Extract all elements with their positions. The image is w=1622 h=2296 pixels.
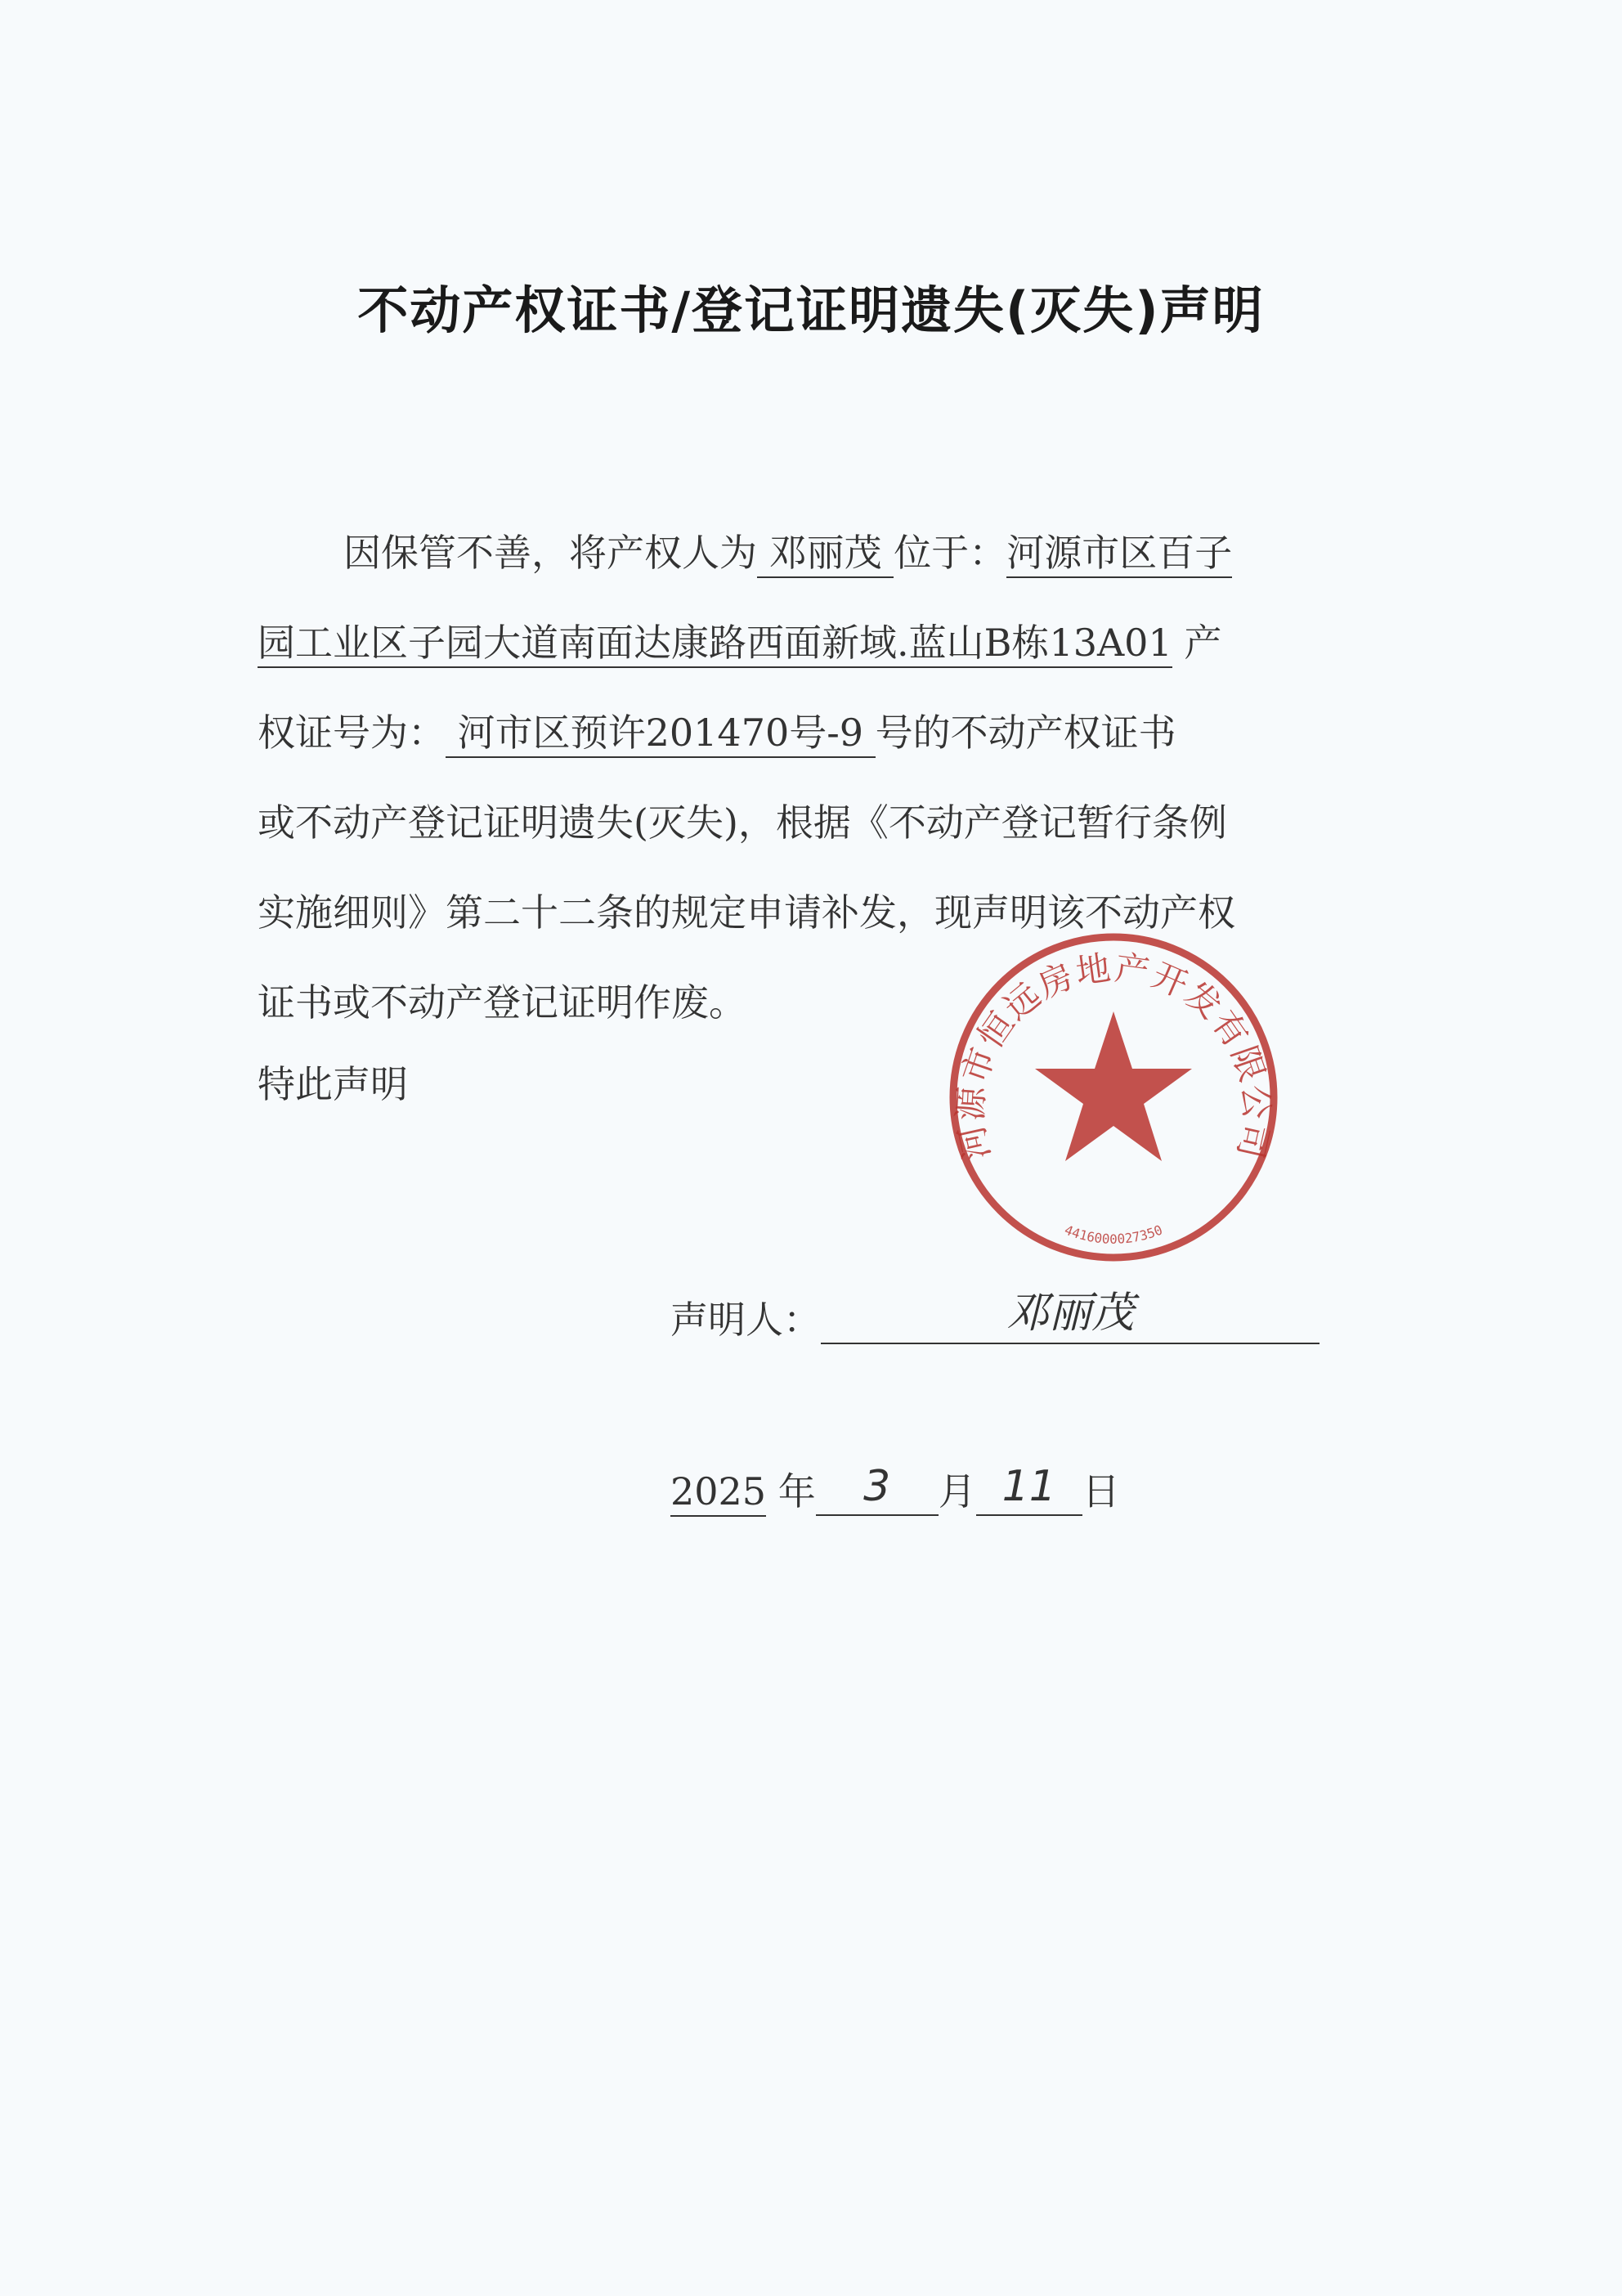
body-line-2 (258, 613, 1221, 667)
text-cert-suffix: 号的不动产权证书 (875, 711, 1176, 755)
body-line-3 (258, 703, 1176, 757)
date-row (670, 1462, 1120, 1516)
address-part1: 河源市区百子 (1006, 531, 1232, 578)
star-icon (1035, 1011, 1192, 1161)
body-line-6: 证书或不动产登记证明作废。 (258, 980, 746, 1025)
date-day-unit: 日 (1082, 1469, 1120, 1513)
cert-number: 河市区预许201470号-9 (446, 711, 876, 758)
body-line-1 (343, 523, 1232, 577)
declarant-label: 声明人： (670, 1298, 821, 1342)
text-suffix: 产 (1184, 621, 1222, 665)
date-day: 11 (1001, 1462, 1056, 1511)
date-month-unit: 月 (938, 1469, 976, 1513)
body-line-4: 或不动产登记证明遗失(灭失)，根据《不动产登记暂行条例 (258, 800, 1227, 845)
date-month: 3 (863, 1462, 891, 1511)
address-part2: 园工业区子园大道南面达康路西面新域.蓝山B栋13A01 (258, 621, 1172, 668)
date-year: 2025 (670, 1469, 766, 1517)
text-cert-label: 权证号为： (258, 711, 446, 755)
date-month-blank (816, 1462, 939, 1516)
body-line-5: 实施细则》第二十二条的规定申请补发，现声明该不动产权 (258, 890, 1235, 935)
company-seal (942, 926, 1285, 1269)
closing-text: 特此声明 (258, 1062, 408, 1106)
date-day-blank (976, 1462, 1082, 1516)
document-title: 不动产权证书/登记证明遗失(灭失)声明 (357, 280, 1265, 340)
owner-name: 邓丽茂 (757, 531, 894, 578)
text-location: 位于： (894, 531, 1007, 575)
signature: 邓丽茂 (1006, 1289, 1134, 1338)
signature-line (821, 1289, 1320, 1344)
date-year-unit: 年 (777, 1469, 816, 1513)
svg-text:4416000027350 (1062, 1222, 1164, 1246)
seal-code: 4416000027350 (1062, 1222, 1165, 1247)
declarant-row (670, 1290, 1320, 1344)
text-prefix: 因保管不善，将产权人为 (343, 531, 757, 575)
seal-text: 河源市恒远房地产开发有限公司 (950, 947, 1277, 1164)
